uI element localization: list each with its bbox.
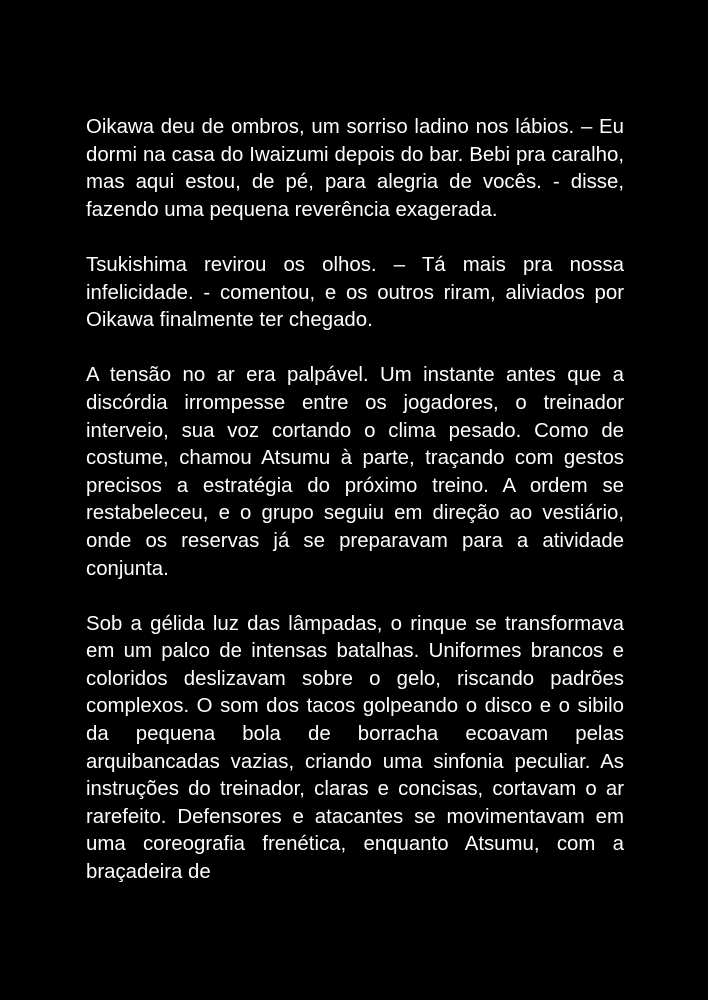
paragraph-1: Oikawa deu de ombros, um sorriso ladino nos lábios. – Eu dormi na casa do Iwaizumi depois do bar. Bebi pra caralho, mas aqui estou, de pé, para alegria de vocês. - disse, fazendo uma pequena reverência exagerada.	[86, 116, 624, 221]
paragraph-4: Sob a gélida luz das lâmpadas, o rinque se transformava em um palco de intensas batalhas. Uniformes brancos e coloridos deslizavam sobre o gelo, riscando padrões complexos. O som dos tacos golpeando o disco e o sibilo da pequena bola de borracha ecoavam pelas arquibancadas vazias, criando uma sinfonia peculiar. As instruções do treinador, claras e concisas, cortavam o ar rarefeito. Defensores e atacantes se movimentavam em uma coreografia frenética, enquanto Atsumu, com a braçadeira de	[86, 612, 624, 884]
text-body	[86, 114, 624, 887]
paragraph-3: A tensão no ar era palpável. Um instante antes que a discórdia irrompesse entre os jogadores, o treinador interveio, sua voz cortando o clima pesado. Como de costume, chamou Atsumu à parte, traçando com gestos precisos a estratégia do próximo treino. A ordem se restabeleceu, e o grupo seguiu em direção ao vestiário, onde os reservas já se preparavam para a atividade conjunta.	[86, 364, 624, 580]
paragraph-2: Tsukishima revirou os olhos. – Tá mais pra nossa infelicidade. - comentou, e os outros riram, aliviados por Oikawa finalmente ter chegado.	[86, 253, 624, 332]
